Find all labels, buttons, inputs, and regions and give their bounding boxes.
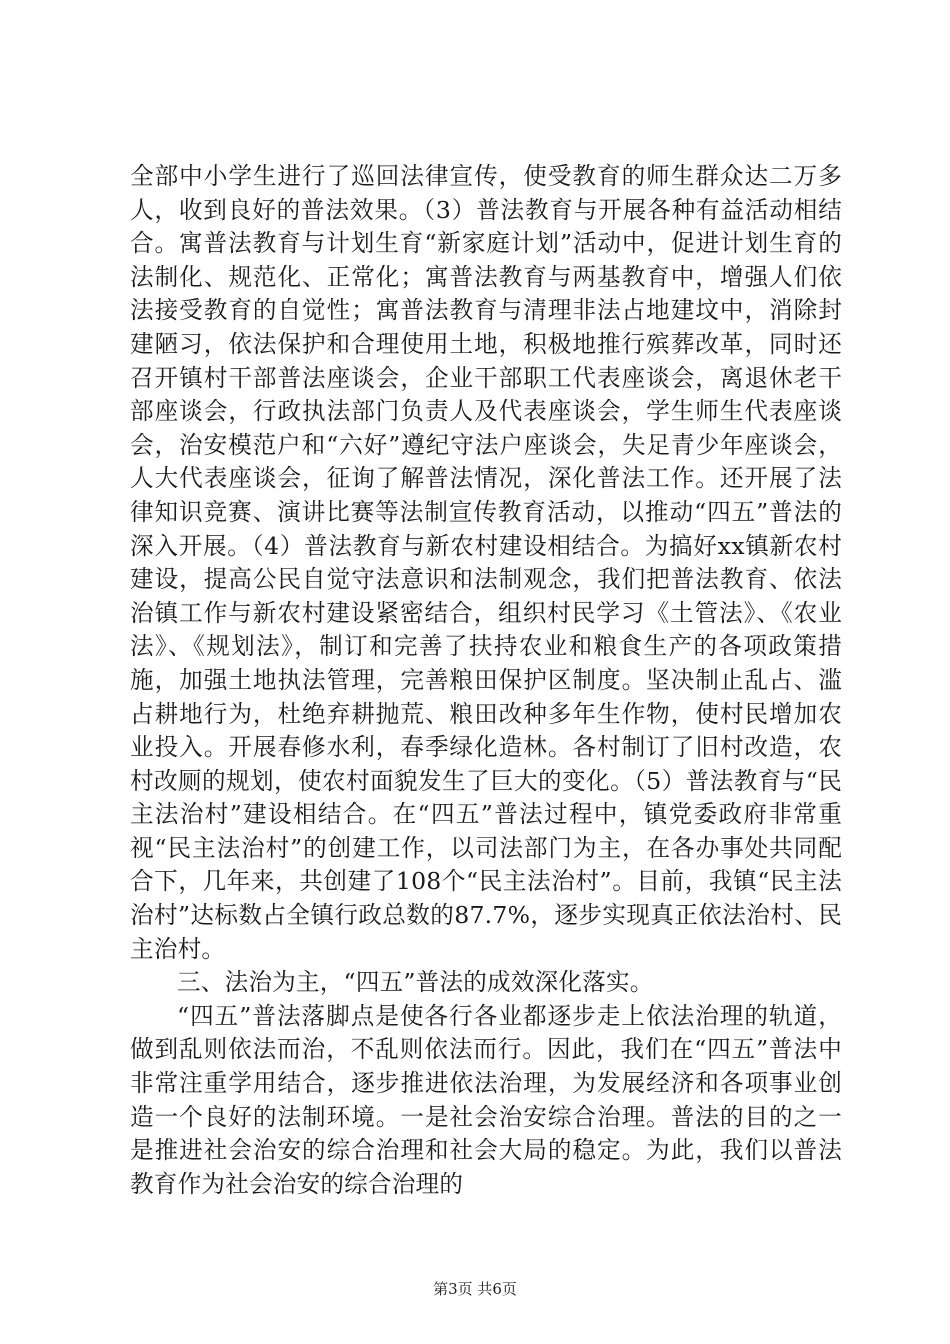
paragraph-body: “四五”普法落脚点是使各行各业都逐步走上依法治理的轨道，做到乱则依法而治，不乱则依法而行。因此，我们在“四五”普法中非常注重学用结合，逐步推进依法治理，为发展经济和各项事业创造一个良好的法制环境。一是社会治安综合治理。普法的目的之一是推进社会治安的综合治理和社会大局的稳定。为此，我们以普法教育作为社会治安的综合治理的	[130, 1001, 842, 1198]
section-heading: 三、法治为主，“四五”普法的成效深化落实。	[177, 968, 654, 997]
paragraph-continuation: 全部中小学生进行了巡回法律宣传，使受教育的师生群众达二万多人，收到良好的普法效果。（3）普法教育与开展各种有益活动相结合。寓普法教育与计划生育“新家庭计划”活动中，促进计划生育的法制化、规范化、正常化；寓普法教育与两基教育中，增强人们依法接受教育的自觉性；寓普法教育与清理非法占地建坟中，消除封建陋习，依法保护和合理使用土地，积极地推行殡葬改革，同时还召开镇村干部普法座谈会，企业干部职工代表座谈会，离退休老干部座谈会，行政执法部门负责人及代表座谈会，学生师生代表座谈会，治安模范户和“六好”遵纪守法户座谈会，失足青少年座谈会，人大代表座谈会，征询了解普法情况，深化普法工作。还开展了法律知识竞赛、演讲比赛等法制宣传教育活动，以推动“四五”普法的深入开展。（4）普法教育与新农村建设相结合。为搞好xx镇新农村建设，提高公民自觉守法意识和法制观念，我们把普法教育、依法治镇工作与新农村建设紧密结合，组织村民学习《土管法》、《农业法》、《规划法》，制订和完善了扶持农业和粮食生产的各项政策措施，加强土地执法管理，完善粮田保护区制度。坚决制止乱占、滥占耕地行为，杜绝弃耕抛荒、粮田改种多年生作物，使村民增加农业投入。开展春修水利，春季绿化造林。各村制订了旧村改造，农村改厕的规划，使农村面貌发生了巨大的变化。（5）普法教育与“民主法治村”建设相结合。在“四五”普法过程中，镇党委政府非常重视“民主法治村”的创建工作，以司法部门为主，在各办事处共同配合下，几年来，共创建了108个“民主法治村”。目前，我镇“民主法治村”达标数占全镇行政总数的87.7%，逐步实现真正依法治村、民主治村。	[130, 162, 842, 963]
page-number: 第3页 共6页	[433, 1280, 517, 1298]
page-footer	[0, 1278, 950, 1299]
document-body	[130, 160, 842, 1201]
